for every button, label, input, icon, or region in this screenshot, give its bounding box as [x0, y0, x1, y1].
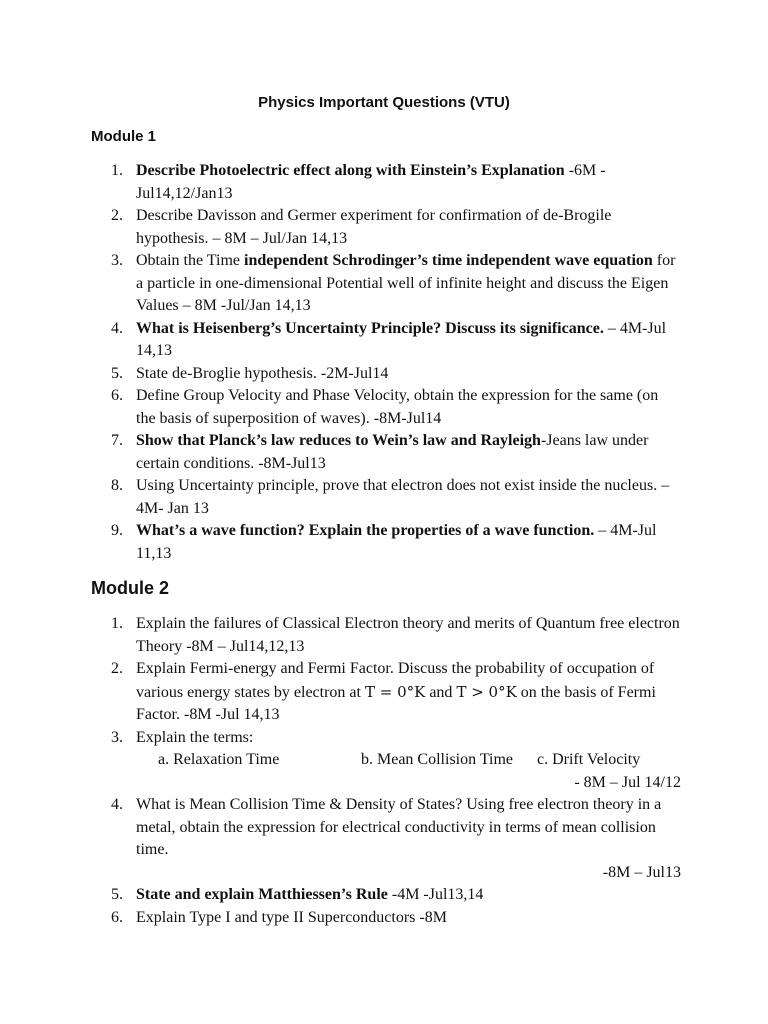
question-number: 8. [111, 477, 123, 494]
question-number: 1. [111, 615, 123, 632]
question-text: What is Mean Collision Time & Density of States? Using free electron theory in a metal, obtain the expression for electrical conductivity in terms of mean collision time. [136, 796, 662, 858]
question-text: State de-Broglie hypothesis. -2M-Jul14 [136, 364, 389, 382]
marks-text: -8M – Jul13 [602, 863, 681, 881]
question-text: Using Uncertainty principle, prove that electron does not exist inside the nucleus. – 4M- Jan 13 [136, 477, 670, 517]
question-bold-text: State and explain Matthiessen’s Rule [136, 886, 388, 903]
question-bold-text: Describe Photoelectric effect along with Einstein’s Explanation [136, 162, 565, 179]
question-number: 4. [111, 796, 123, 813]
sub-item-c: c. Drift Velocity [537, 751, 641, 768]
question-text: Explain the terms: [136, 728, 254, 746]
question-text: -4M -Jul13,14 [387, 886, 484, 903]
question-text: Explain Fermi-energy and Fermi Factor. Discuss the probability of occupation of various energy states by electron at [136, 660, 655, 701]
module-1-heading: Module 1 [91, 128, 157, 145]
question-number: 6. [111, 908, 123, 926]
equation-t-zero: T = 0°K [364, 682, 426, 701]
module-2-heading: Module 2 [91, 578, 170, 598]
question-number: 9. [111, 522, 123, 539]
question-item [0, 160, 681, 205]
question-item [0, 613, 681, 658]
question-text: Obtain the Time [136, 252, 245, 269]
sub-item-a: a. Relaxation Time [158, 751, 280, 768]
question-text: for a particle in one-dimensional Potential well of infinite height and discuss the Eigen Values – 8M -Jul/Jan 14,13 [136, 252, 676, 314]
question-item [0, 430, 681, 475]
question-number: 2. [111, 207, 123, 224]
question-bold-text: What is Heisenberg’s Uncertainty Principle? Discuss its significance. [136, 319, 604, 337]
question-bold-text: independent Schrodinger’s time independent wave equation [244, 252, 653, 269]
question-item [0, 385, 681, 430]
question-item [0, 907, 681, 930]
question-bold-text: What’s a wave function? Explain the properties of a wave function. [136, 522, 595, 539]
question-number: 7. [111, 432, 123, 449]
question-bold-text: Show that Planck’s law reduces to Wein’s law and Rayleigh [136, 432, 541, 449]
question-text: Explain Type I and type II Superconductors -8M [136, 908, 447, 926]
question-number: 4. [111, 319, 123, 337]
question-text: – 4M-Jul 14,13 [136, 319, 667, 359]
question-item [0, 318, 681, 363]
question-text: -6M - Jul14,12/Jan13 [136, 162, 606, 202]
question-text: and [425, 683, 457, 701]
module-1-question-list [0, 160, 768, 565]
question-item [0, 205, 681, 250]
question-item [0, 475, 681, 520]
module-2-question-list [0, 613, 768, 929]
question-text: -Jeans law under certain conditions. -8M-Jul13 [136, 432, 649, 472]
question-item [0, 794, 681, 884]
question-item [0, 727, 681, 795]
question-number: 2. [111, 660, 123, 677]
question-number: 1. [111, 162, 123, 179]
question-text: Explain the failures of Classical Electron theory and merits of Quantum free electron Theory -8M – Jul14,12,13 [136, 615, 680, 655]
question-number: 5. [111, 886, 123, 903]
question-item [0, 250, 681, 318]
question-text: Describe Davisson and Germer experiment for confirmation of de-Brogile hypothesis. – 8M – Jul/Jan 14,13 [136, 207, 612, 247]
question-number: 5. [111, 364, 123, 382]
question-item [0, 363, 681, 386]
marks-text: - 8M – Jul 14/12 [574, 773, 681, 791]
page-title: Physics Important Questions (VTU) [258, 94, 510, 111]
sub-items-row [136, 749, 681, 772]
sub-item-b: b. Mean Collision Time [361, 751, 514, 768]
question-number: 3. [111, 728, 123, 746]
question-text: Define Group Velocity and Phase Velocity, obtain the expression for the same (on the basis of superposition of waves). -8M-Jul14 [136, 387, 659, 427]
question-number: 3. [111, 252, 123, 269]
question-number: 6. [111, 387, 123, 404]
question-item [0, 884, 681, 907]
equation-t-positive: T > 0°K [456, 682, 517, 701]
question-item [0, 520, 681, 565]
question-text: – 4M-Jul 11,13 [136, 522, 657, 562]
question-item [0, 658, 681, 727]
question-text: on the basis of Fermi Factor. -8M -Jul 14,13 [136, 683, 656, 723]
